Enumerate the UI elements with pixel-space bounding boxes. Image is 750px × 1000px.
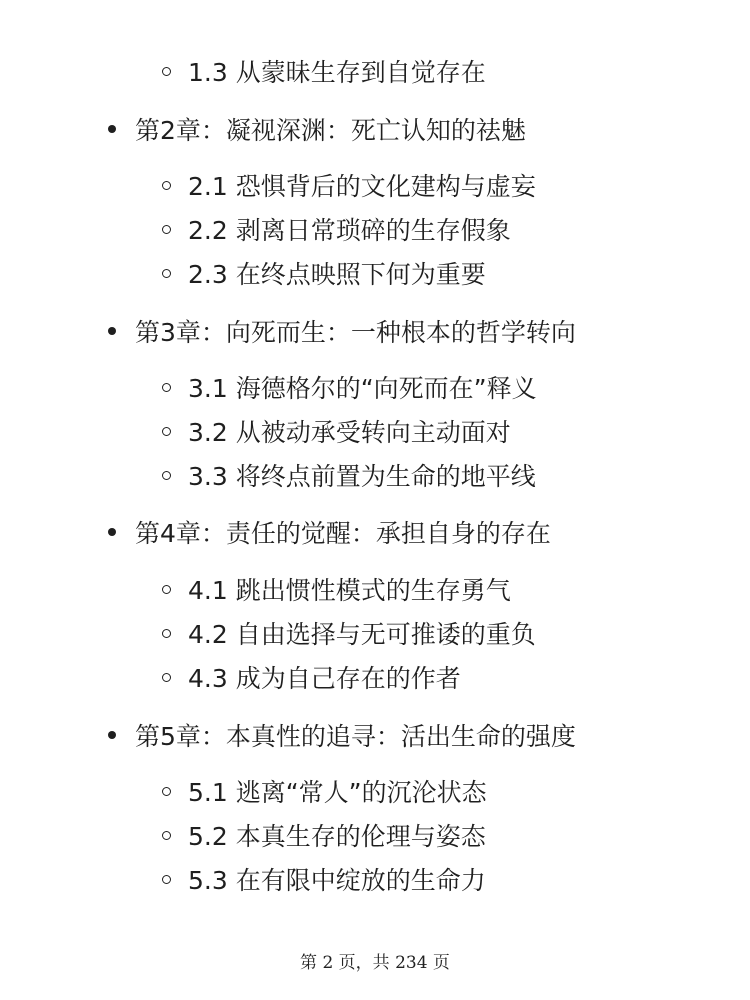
page-number-footer: 第 2 页，共 234 页: [300, 953, 450, 973]
toc-section-3-3[interactable]: [162, 455, 536, 495]
toc-section-1-3[interactable]: [162, 51, 486, 91]
toc-entry-text: 5.3 在有限中绽放的生命力: [188, 866, 486, 895]
hollow-bullet-icon: [162, 585, 171, 594]
toc-section-2-2[interactable]: [162, 209, 511, 249]
toc-section-4-1[interactable]: [162, 569, 511, 609]
toc-section-4-2[interactable]: [162, 613, 536, 653]
hollow-bullet-icon: [162, 673, 171, 682]
toc-entry-text: 第5章：本真性的追寻：活出生命的强度: [135, 722, 576, 751]
toc-entry-text: 4.3 成为自己存在的作者: [188, 664, 461, 693]
toc-entry-text: 1.3 从蒙昧生存到自觉存在: [188, 58, 486, 87]
filled-bullet-icon: [108, 731, 116, 739]
hollow-bullet-icon: [162, 875, 171, 884]
toc-chapter-2[interactable]: [108, 109, 526, 149]
hollow-bullet-icon: [162, 629, 171, 638]
toc-entry-text: 3.3 将终点前置为生命的地平线: [188, 462, 536, 491]
toc-section-2-1[interactable]: [162, 165, 536, 205]
toc-entry-text: 第4章：责任的觉醒：承担自身的存在: [135, 519, 551, 548]
toc-entry-text: 第2章：凝视深渊：死亡认知的祛魅: [135, 116, 526, 145]
toc-entry-text: 5.1 逃离“常人”的沉沦状态: [188, 778, 487, 807]
toc-entry-text: 5.2 本真生存的伦理与姿态: [188, 822, 486, 851]
toc-section-2-3[interactable]: [162, 253, 486, 293]
toc-section-5-2[interactable]: [162, 815, 486, 855]
toc-entry-text: 2.1 恐惧背后的文化建构与虚妄: [188, 172, 536, 201]
hollow-bullet-icon: [162, 67, 171, 76]
toc-entry-text: 3.1 海德格尔的“向死而在”释义: [188, 374, 537, 403]
toc-entry-text: 2.3 在终点映照下何为重要: [188, 260, 486, 289]
hollow-bullet-icon: [162, 225, 171, 234]
toc-chapter-4[interactable]: [108, 512, 551, 552]
filled-bullet-icon: [108, 327, 116, 335]
filled-bullet-icon: [108, 125, 116, 133]
toc-entry-text: 4.1 跳出惯性模式的生存勇气: [188, 576, 511, 605]
toc-section-3-2[interactable]: [162, 411, 511, 451]
toc-section-5-3[interactable]: [162, 859, 486, 899]
toc-entry-text: 2.2 剥离日常琐碎的生存假象: [188, 216, 511, 245]
hollow-bullet-icon: [162, 269, 171, 278]
hollow-bullet-icon: [162, 787, 171, 796]
toc-entry-text: 4.2 自由选择与无可推诿的重负: [188, 620, 536, 649]
toc-chapter-3[interactable]: [108, 311, 576, 351]
toc-section-3-1[interactable]: [162, 367, 537, 407]
toc-entry-text: 3.2 从被动承受转向主动面对: [188, 418, 511, 447]
hollow-bullet-icon: [162, 831, 171, 840]
toc-section-5-1[interactable]: [162, 771, 487, 811]
toc-section-4-3[interactable]: [162, 657, 461, 697]
toc-chapter-5[interactable]: [108, 715, 576, 755]
toc-entry-text: 第3章：向死而生：一种根本的哲学转向: [135, 318, 576, 347]
filled-bullet-icon: [108, 528, 116, 536]
hollow-bullet-icon: [162, 427, 171, 436]
hollow-bullet-icon: [162, 181, 171, 190]
hollow-bullet-icon: [162, 383, 171, 392]
hollow-bullet-icon: [162, 471, 171, 480]
